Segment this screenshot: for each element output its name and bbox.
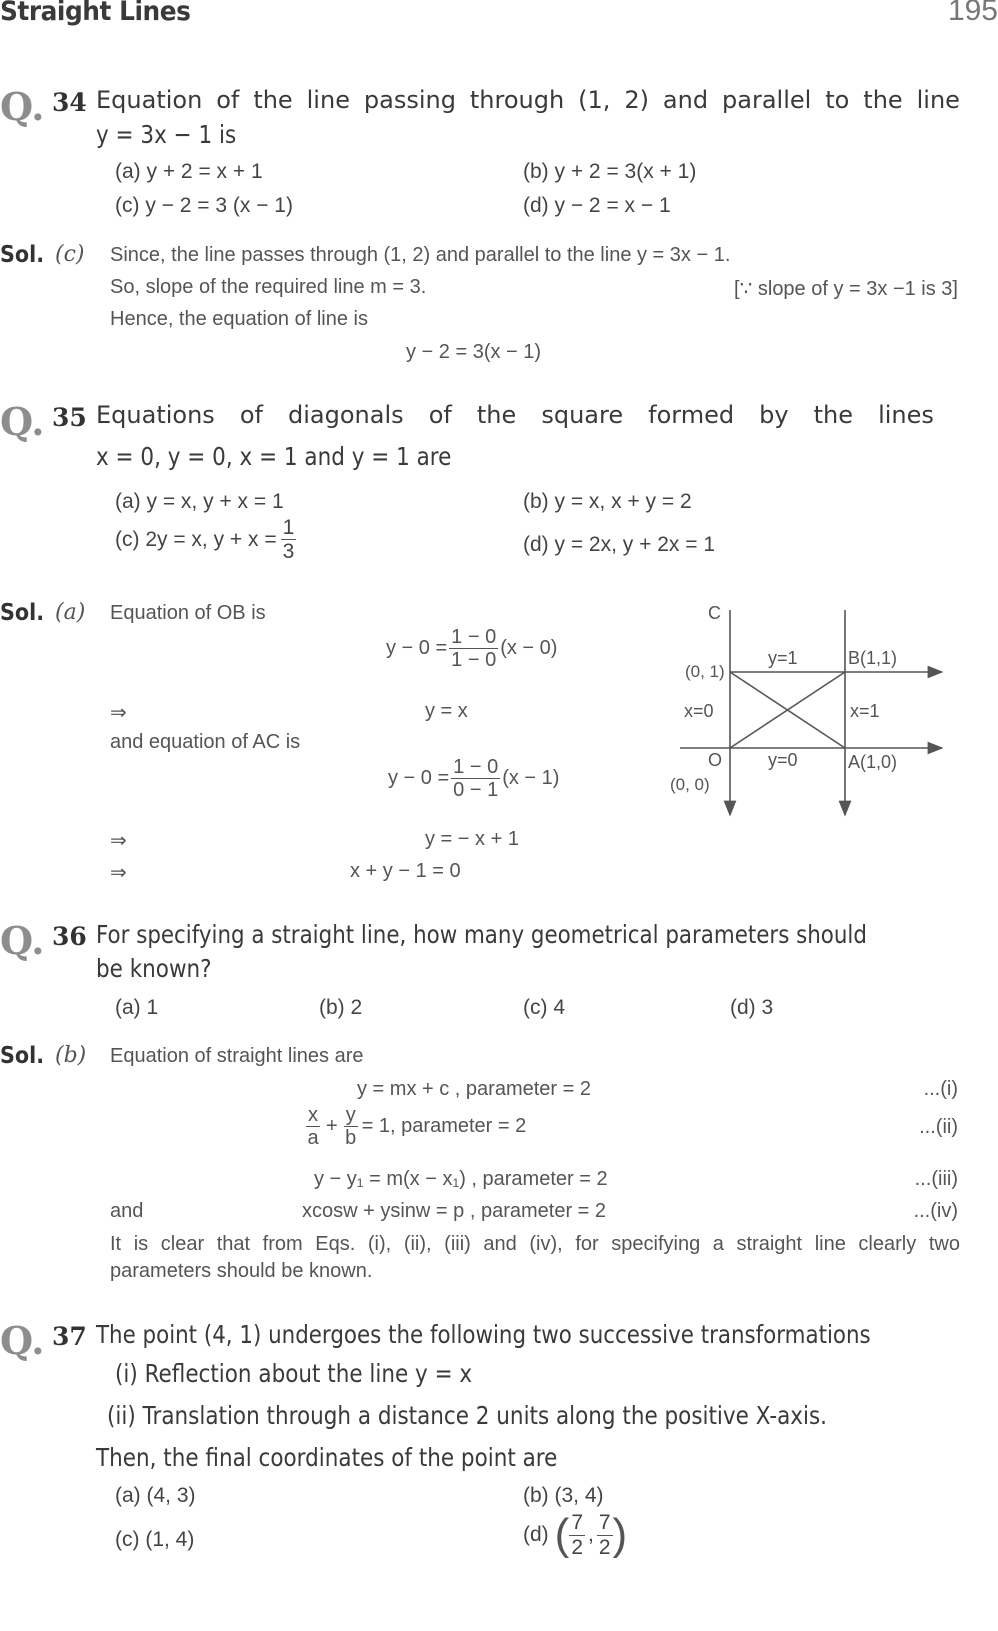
diagram-label-b: B(1,1) [848,648,898,668]
word: (iv), [529,1233,563,1255]
word: parallel [722,86,812,114]
question-text-line: For specifying a straight line, how many geometrical parameters should [96,920,867,949]
word: of [428,401,452,429]
question-marker-icon: Q. [0,399,45,444]
solution-equation: y − 0 = $\frac{1 - 0}{0 - 1}$ (x − 1) [388,756,560,801]
question-subitem: (i) Reflection about the line y = x [115,1359,473,1388]
option-a[interactable]: (a) y = x, y + x = 1 [115,490,284,513]
diagram-label-0-1: (0, 1) [685,662,725,681]
equation-tag: ...(iii) [914,1168,958,1190]
word: two [928,1233,960,1255]
question-marker-icon: Q. [0,1318,45,1363]
question-text-line: be known? [96,954,212,983]
solution-equation: xcosw + ysinw = p , parameter = 2 [302,1200,607,1222]
word: Equation [96,86,203,114]
right-paren: ) [612,1510,628,1559]
solution-equation: y = − x + 1 [425,828,519,850]
question-text-line [96,86,960,114]
diagram-label-x0: x=0 [684,701,714,721]
word: of [216,86,240,114]
solution-conclusion [110,1233,960,1256]
diagram-label-a: A(1,0) [848,752,898,772]
option-c[interactable]: (c) (1, 4) [115,1528,195,1551]
word: and [662,86,709,114]
implies-symbol: ⇒ [110,830,127,852]
word: line [916,86,960,114]
word: Equations [96,401,215,429]
question-number: 36 [52,922,87,951]
question-marker-icon: Q. [0,84,45,129]
word: Eqs. [315,1233,356,1255]
diagram-label-x1: x=1 [850,701,880,721]
word: to [825,86,850,114]
word: (iii) [444,1233,471,1255]
option-c[interactable]: (c) y − 2 = 3 (x − 1) [115,194,293,217]
solution-text: Hence, the equation of line is [110,308,368,330]
solution-text: and equation of AC is [110,731,301,753]
square-diagram [660,600,960,830]
option-d[interactable]: (d) ( $\frac{7}{2}$ , $\frac{7}{2}$ ) [523,1510,628,1559]
solution-text: Equation of straight lines are [110,1045,364,1067]
question-subitem: (ii) Translation through a distance 2 units along the positive X-axis. [107,1401,828,1430]
fraction: $\frac{1}{3}$ [282,516,295,564]
diagram-label-y0: y=0 [768,750,798,770]
option-a[interactable]: (a) y + 2 = x + 1 [115,160,263,183]
answer-key: (c) [55,242,85,267]
solution-label: Sol. [0,600,45,626]
question-number: 35 [52,403,87,432]
solution-conclusion: parameters should be known. [110,1260,373,1282]
word: of [239,401,263,429]
word: the [863,86,903,114]
word: by [759,401,789,429]
solution-text: Equation of OB is [110,602,266,624]
word: that [216,1233,251,1255]
word: passing [363,86,456,114]
equation-tag: ...(iv) [913,1200,958,1222]
word: diagonals [288,401,404,429]
option-c-text: (c) 2y = x, y + x = [115,527,277,551]
word: is [133,1233,149,1255]
word: specifying [611,1233,701,1255]
option-a[interactable]: (a) (4, 3) [115,1484,196,1507]
solution-equation: y − 2 = 3(x − 1) [406,341,542,363]
word: (1, [578,86,611,114]
solution-text: and [110,1200,144,1222]
option-b[interactable]: (b) 2 [319,996,363,1019]
solution-equation: y − 0 = $\frac{1 - 0}{1 - 0}$ (x − 0) [386,626,558,671]
word: for [575,1233,599,1255]
word: a [712,1233,724,1255]
diagram-label-y1: y=1 [768,648,798,668]
solution-label: Sol. [0,1043,45,1069]
option-d[interactable]: (d) y = 2x, y + 2x = 1 [523,533,716,556]
solution-equation: y = x [425,700,468,722]
fraction: $\frac{1 - 0}{0 - 1}$ [453,756,499,801]
word: lines [878,401,934,429]
word: clearly [858,1233,917,1255]
equation-tag: ...(i) [923,1078,958,1100]
word: formed [648,401,735,429]
solution-equation: x + y − 1 = 0 [350,860,461,882]
fraction: $\frac{y}{b}$ [345,1104,357,1149]
question-text-line: Then, the final coordinates of the point are [96,1443,558,1472]
option-d[interactable]: (d) 3 [730,996,774,1019]
solution-label: Sol. [0,242,45,268]
word: and [483,1233,517,1255]
solution-equation: y = mx + c , parameter = 2 [357,1078,591,1100]
question-text-line: y = 3x − 1 is [96,120,237,149]
left-paren: ( [554,1510,570,1559]
word: from [262,1233,303,1255]
option-d[interactable]: (d) y − 2 = x − 1 [523,194,671,217]
fraction: $\frac{1 - 0}{1 - 0}$ [451,626,497,671]
fraction: $\frac{x}{a}$ [307,1104,319,1149]
option-a[interactable]: (a) 1 [115,996,159,1019]
word: straight [736,1233,803,1255]
question-marker-icon: Q. [0,918,45,963]
solution-text: So, slope of the required line m = 3. [110,276,427,298]
word: 2) [624,86,649,114]
word: through [469,86,565,114]
equation-tag: ...(ii) [919,1116,958,1138]
word: (i), [367,1233,392,1255]
question-number: 37 [52,1322,87,1351]
implies-symbol: ⇒ [110,862,127,884]
solution-text: Since, the line passes through (1, 2) and parallel to the line y = 3x − 1. [110,244,731,266]
word: (ii), [403,1233,432,1255]
answer-key: (b) [55,1043,87,1068]
question-text-line [96,401,934,429]
page-number: 195 [947,0,998,27]
option-b[interactable]: (b) y = x, x + y = 2 [523,490,692,513]
answer-key: (a) [55,600,86,625]
diagram-label-o: O [708,750,723,770]
question-text-line: x = 0, y = 0, x = 1 and y = 1 are [96,442,452,471]
option-c[interactable]: (c) 4 [523,996,565,1019]
solution-note: [∵ slope of y = 3x −1 is 3] [734,278,958,300]
word: It [110,1233,122,1255]
option-b[interactable]: (b) y + 2 = 3(x + 1) [523,160,697,183]
chapter-title: Straight Lines [0,0,191,27]
fraction: $\frac{7}{2}$ [598,1511,611,1559]
implies-symbol: ⇒ [110,702,127,724]
fraction: $\frac{7}{2}$ [571,1511,584,1559]
word: square [541,401,624,429]
word: the [476,401,517,429]
question-text-line: The point (4, 1) undergoes the following two successive transformations [96,1320,871,1349]
word: clear [160,1233,205,1255]
option-c[interactable] [115,516,296,563]
solution-equation: $\frac{x}{a}$ + $\frac{y}{b}$ = 1, parameter = 2 [307,1104,527,1149]
diagram-label-c: C [708,603,721,623]
diagram-label-0-0: (0, 0) [670,775,710,794]
option-b[interactable]: (b) (3, 4) [523,1484,604,1507]
question-number: 34 [52,88,87,117]
word: line [814,1233,846,1255]
word: the [813,401,854,429]
word: line [306,86,350,114]
word: the [253,86,293,114]
solution-equation: y − y₁ = m(x − x₁) , parameter = 2 [314,1168,608,1190]
